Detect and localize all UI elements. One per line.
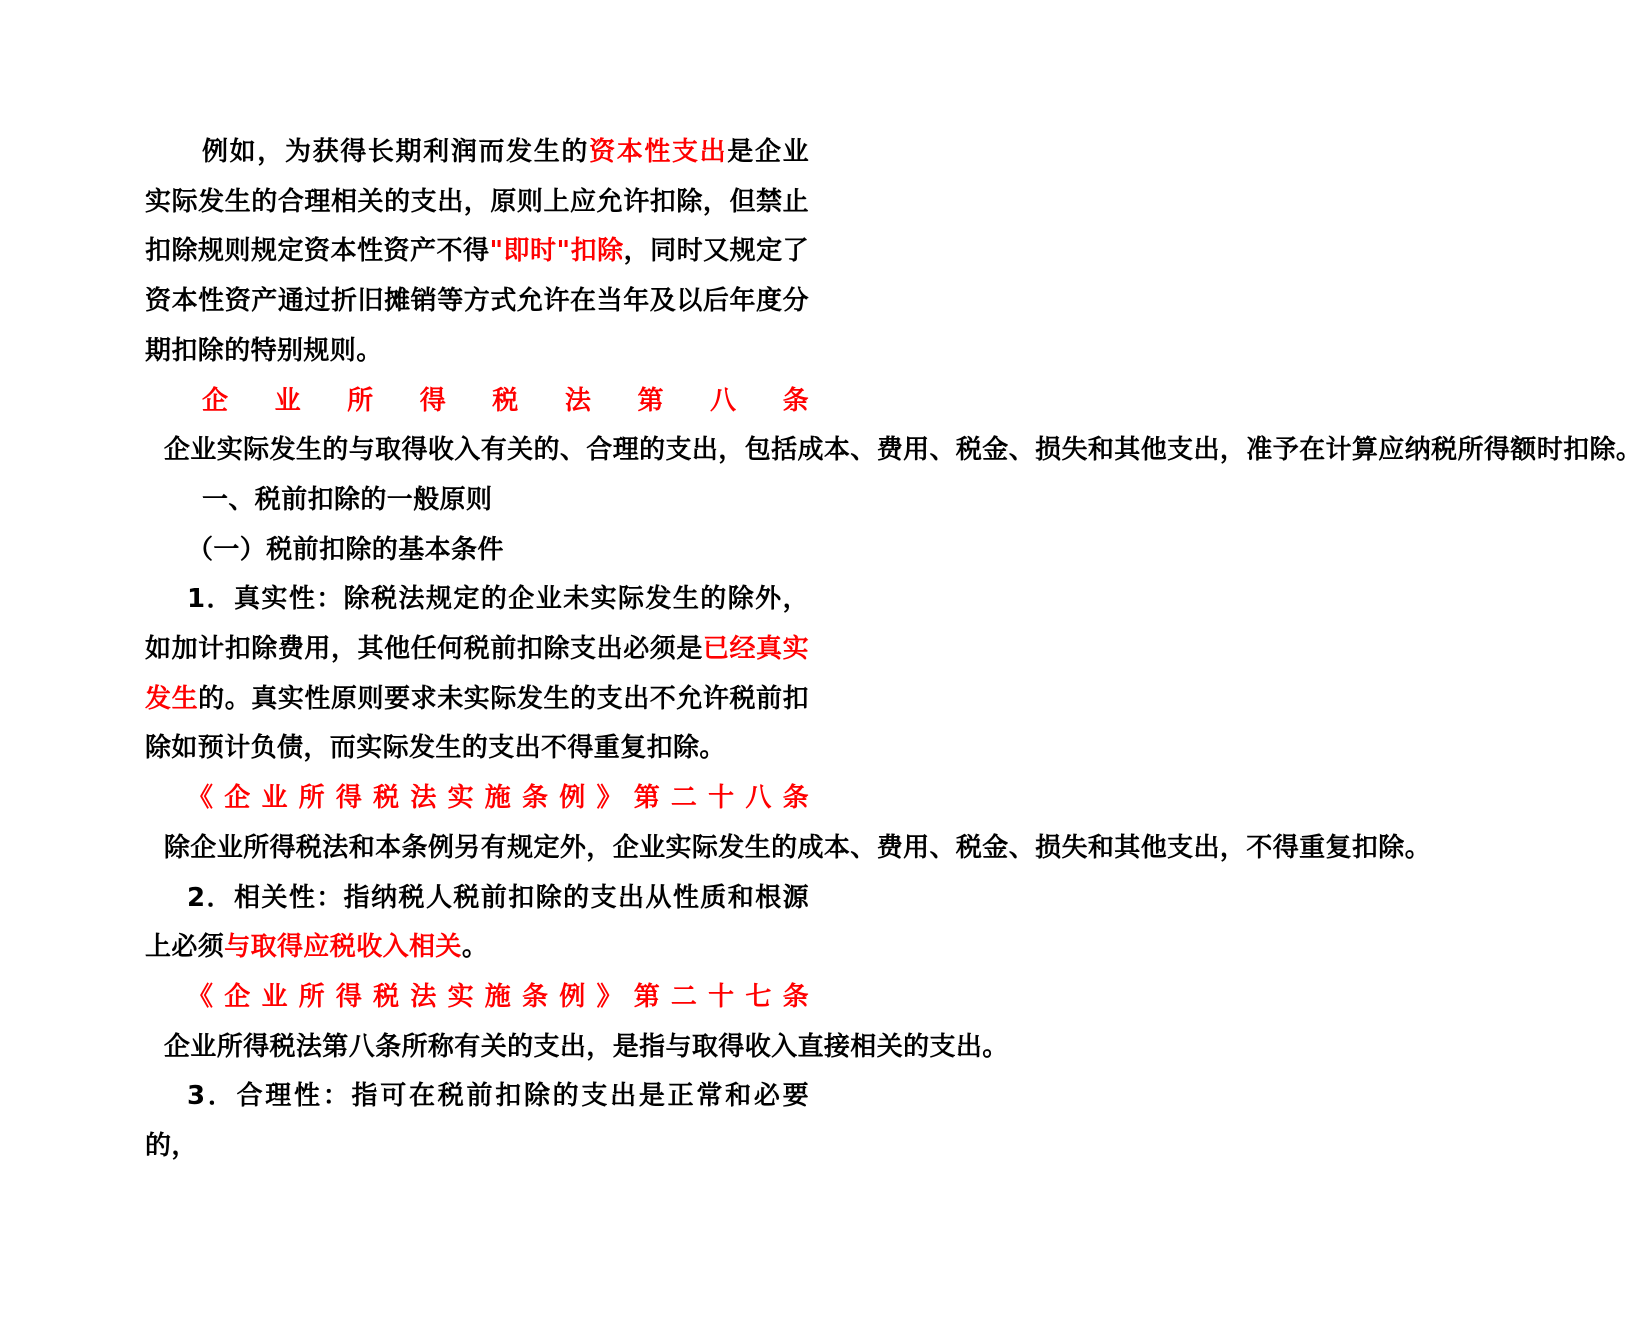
text-run: 是企业实际发生的合理相关的支出，原则上应允许扣除，但禁止扣除规则规定资本性资产不得 [145, 137, 809, 267]
text-run: 3．合理性：指可在税前扣除的支出是正常和必要的， [145, 1081, 809, 1162]
heading-text: 一、税前扣除的一般原则 [202, 484, 493, 515]
paragraph-relevance [145, 874, 809, 973]
text-run: 企业实际发生的与取得收入有关的、合理的支出，包括成本、费用、税金、损失和其他支出，准予在计算应纳税所得额时扣除。 [145, 435, 1642, 466]
document-body [145, 128, 1642, 1172]
text-run: 1．真实性：除税法规定的企业未实际发生的除外，如加计扣除费用，其他任何税前扣除支出必须是 [145, 584, 809, 665]
paragraph-authenticity [145, 575, 809, 774]
text-run: 例如，为获得长期利润而发生的 [202, 137, 590, 167]
text-run: ，同时又规定了资本性资产通过折旧摊销等方式允许在当年及以后年度分期扣除的特别规则。 [145, 236, 809, 366]
text-run: 除企业所得税法和本条例另有规定外，企业实际发生的成本、费用、税金、损失和其他支出，不得重复扣除。 [145, 832, 1432, 863]
highlight-actually-incurred: 已经真实发生 [145, 634, 809, 714]
citation-article-27: 《企业所得税法实施条例》第二十七条 [187, 981, 809, 1012]
text-run: 。 [461, 932, 489, 963]
paragraph-article-28 [145, 774, 1432, 873]
heading-text: （一）税前扣除的基本条件 [187, 534, 504, 565]
citation-article-28: 《企业所得税法实施条例》第二十八条 [187, 783, 809, 814]
paragraph-capital-expenditure-example [145, 128, 809, 377]
heading-basic-conditions [145, 526, 809, 576]
text-run: 企业所得税法第八条所称有关的支出，是指与取得收入直接相关的支出。 [145, 1031, 1009, 1062]
text-run: 2．相关性：指纳税人税前扣除的支出从性质和根源上必须 [145, 882, 809, 963]
heading-general-principles [145, 476, 809, 526]
paragraph-article-8 [145, 377, 1642, 476]
citation-article-8: 企业所得税法第八条 [202, 385, 809, 416]
highlight-capital-expenditure: 资本性支出 [589, 137, 728, 167]
text-run: 的。真实性原则要求未实际发生的支出不允许税前扣除如预计负债，而实际发生的支出不得重复扣除。 [145, 683, 809, 764]
highlight-related-to-taxable-income: 与取得应税收入相关 [224, 932, 462, 963]
paragraph-reasonableness [145, 1072, 809, 1171]
highlight-immediate-deduction: "即时"扣除 [489, 236, 624, 267]
paragraph-article-27 [145, 973, 1009, 1072]
